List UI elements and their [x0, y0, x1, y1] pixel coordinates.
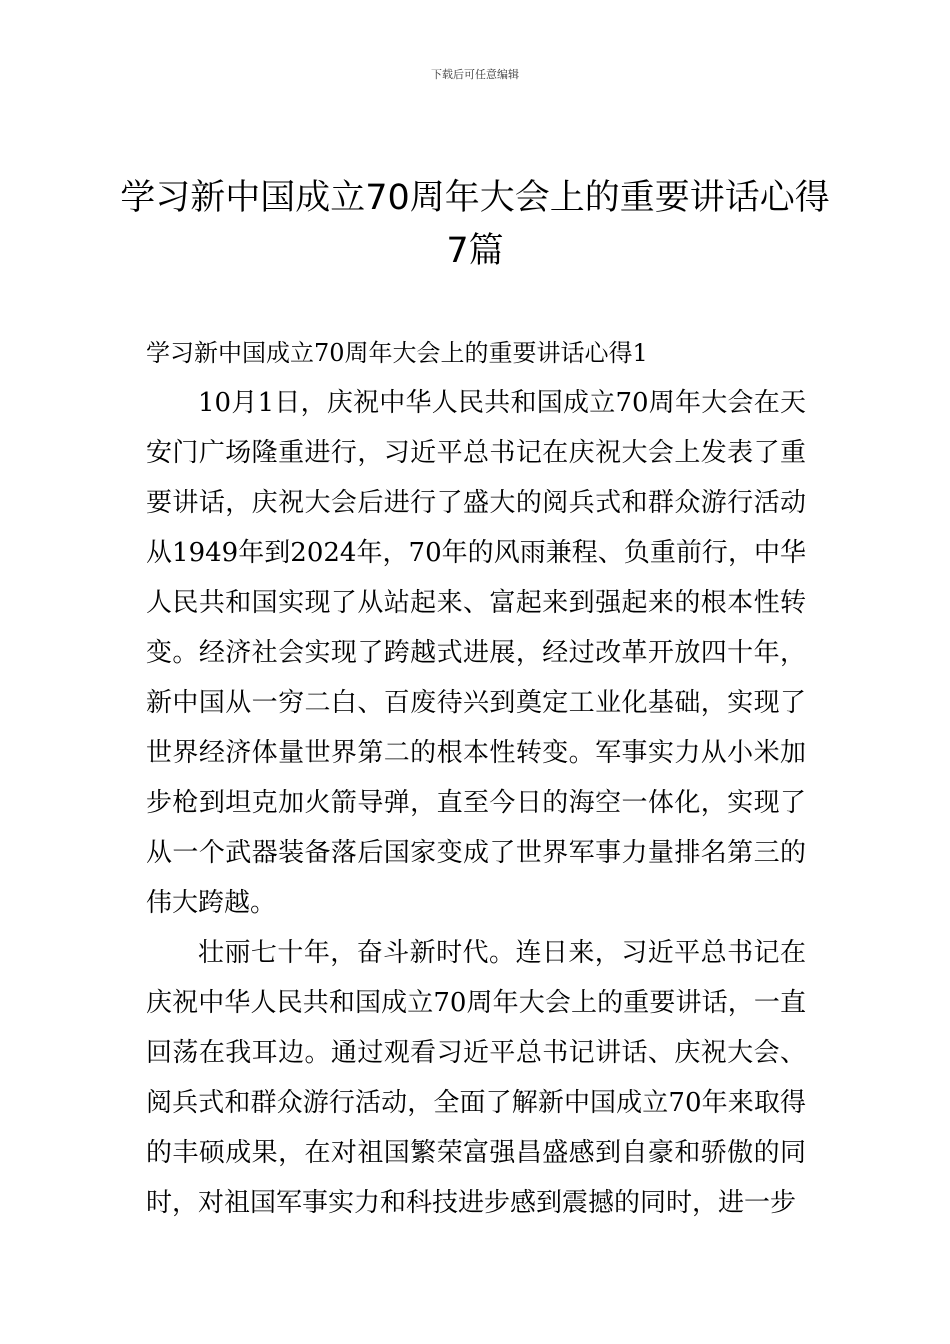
header-note: 下载后可任意编辑 — [431, 68, 519, 81]
body-paragraph-1: 10月1日，庆祝中华人民共和国成立70周年大会在天安门广场隆重进行，习近平总书记在庆祝大会上发表了重要讲话，庆祝大会后进行了盛大的阅兵式和群众游行活动从1949年到2024年，70年的风雨兼程、负重前行，中华人民共和国实现了从站起来、富起来到强起来的根本性转变。经济社会实现了跨越式进展，经过改革开放四十年，新中国从一穷二白、百废待兴到奠定工业化基础，实现了世界经济体量世界第二的根本性转变。军事实力从小米加步枪到坦克加火箭导弹，直至今日的海空一体化，实现了从一个武器装备落后国家变成了世界军事力量排名第三的伟大跨越。 — [146, 388, 806, 918]
section-heading: 学习新中国成立70周年大会上的重要讲话心得1 — [146, 339, 648, 367]
document-title: 学习新中国成立70周年大会上的重要讲话心得7篇 — [120, 178, 830, 271]
body-paragraph-2: 壮丽七十年，奋斗新时代。连日来，习近平总书记在庆祝中华人民共和国成立70周年大会上的重要讲话，一直回荡在我耳边。通过观看习近平总书记讲话、庆祝大会、阅兵式和群众游行活动，全面了解新中国成立70年来取得的丰硕成果，在对祖国繁荣富强昌盛感到自豪和骄傲的同时，对祖国军事实力和科技进步感到震撼的同时，进一步 — [146, 938, 806, 1218]
document-body — [146, 328, 806, 1228]
